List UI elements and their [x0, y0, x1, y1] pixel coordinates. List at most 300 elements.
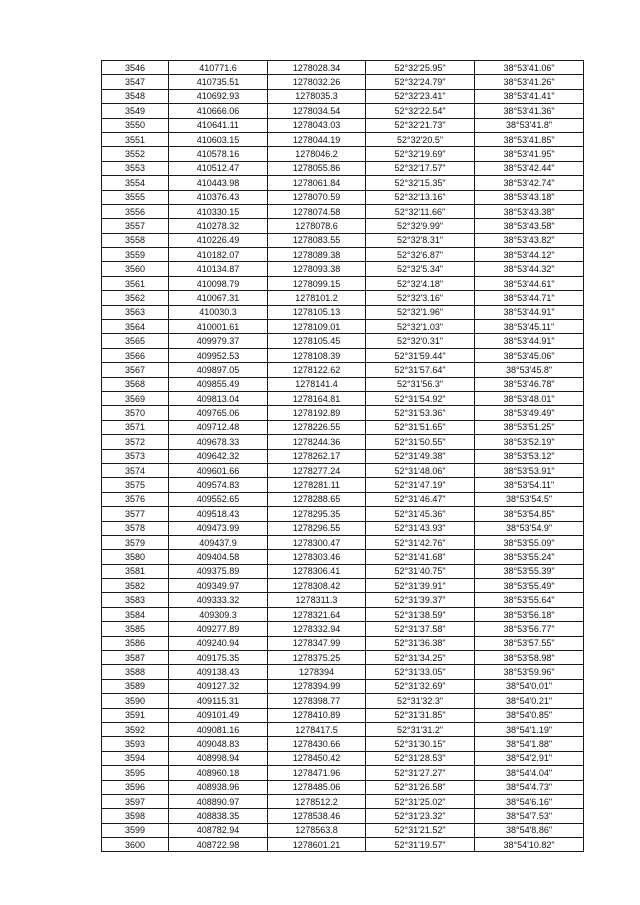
y-coordinate-cell: 1278277.24 [268, 463, 366, 477]
point-number-cell: 3587 [102, 651, 169, 665]
point-number-cell: 3564 [102, 320, 169, 334]
latitude-cell: 52°31'48.06" [366, 463, 475, 477]
table-row [102, 708, 584, 722]
x-coordinate-cell: 409437.9 [169, 535, 268, 549]
longitude-cell: 38°54'1.19" [475, 722, 584, 736]
longitude-cell: 38°54'2.91" [475, 751, 584, 765]
table-row [102, 262, 584, 276]
point-number-cell: 3554 [102, 176, 169, 190]
table-row [102, 722, 584, 736]
table-row [102, 492, 584, 506]
longitude-cell: 38°53'56.77" [475, 622, 584, 636]
longitude-cell: 38°54'4.73" [475, 780, 584, 794]
point-number-cell: 3572 [102, 435, 169, 449]
point-number-cell: 3558 [102, 233, 169, 247]
longitude-cell: 38°53'45.11" [475, 320, 584, 334]
latitude-cell: 52°31'39.91" [366, 579, 475, 593]
x-coordinate-cell: 409552.65 [169, 492, 268, 506]
y-coordinate-cell: 1278046.2 [268, 147, 366, 161]
latitude-cell: 52°32'20.5" [366, 132, 475, 146]
point-number-cell: 3595 [102, 766, 169, 780]
latitude-cell: 52°31'26.58" [366, 780, 475, 794]
latitude-cell: 52°31'42.76" [366, 535, 475, 549]
y-coordinate-cell: 1278485.06 [268, 780, 366, 794]
point-number-cell: 3584 [102, 607, 169, 621]
point-number-cell: 3594 [102, 751, 169, 765]
y-coordinate-cell: 1278078.6 [268, 219, 366, 233]
table-row [102, 766, 584, 780]
coordinates-table-body [102, 61, 584, 852]
y-coordinate-cell: 1278061.84 [268, 176, 366, 190]
latitude-cell: 52°31'50.55" [366, 435, 475, 449]
table-row [102, 694, 584, 708]
x-coordinate-cell: 410771.6 [169, 61, 268, 75]
x-coordinate-cell: 409813.04 [169, 391, 268, 405]
latitude-cell: 52°31'27.27" [366, 766, 475, 780]
latitude-cell: 52°31'30.15" [366, 737, 475, 751]
y-coordinate-cell: 1278044.19 [268, 132, 366, 146]
latitude-cell: 52°32'21.73" [366, 118, 475, 132]
latitude-cell: 52°32'1.96" [366, 305, 475, 319]
longitude-cell: 38°53'43.38" [475, 204, 584, 218]
y-coordinate-cell: 1278093.38 [268, 262, 366, 276]
y-coordinate-cell: 1278300.47 [268, 535, 366, 549]
longitude-cell: 38°53'41.85" [475, 132, 584, 146]
table-row [102, 809, 584, 823]
table-row [102, 478, 584, 492]
point-number-cell: 3567 [102, 363, 169, 377]
x-coordinate-cell: 408722.98 [169, 838, 268, 852]
table-row [102, 420, 584, 434]
point-number-cell: 3563 [102, 305, 169, 319]
x-coordinate-cell: 408960.18 [169, 766, 268, 780]
x-coordinate-cell: 408838.35 [169, 809, 268, 823]
latitude-cell: 52°31'25.02" [366, 794, 475, 808]
table-row [102, 593, 584, 607]
x-coordinate-cell: 409601.66 [169, 463, 268, 477]
table-row [102, 161, 584, 175]
point-number-cell: 3560 [102, 262, 169, 276]
y-coordinate-cell: 1278083.55 [268, 233, 366, 247]
point-number-cell: 3579 [102, 535, 169, 549]
table-row [102, 607, 584, 621]
y-coordinate-cell: 1278430.66 [268, 737, 366, 751]
x-coordinate-cell: 410512.47 [169, 161, 268, 175]
table-row [102, 391, 584, 405]
x-coordinate-cell: 410182.07 [169, 248, 268, 262]
point-number-cell: 3598 [102, 809, 169, 823]
latitude-cell: 52°32'6.87" [366, 248, 475, 262]
x-coordinate-cell: 409138.43 [169, 665, 268, 679]
table-row [102, 132, 584, 146]
point-number-cell: 3575 [102, 478, 169, 492]
latitude-cell: 52°31'43.93" [366, 521, 475, 535]
table-row [102, 579, 584, 593]
table-row [102, 679, 584, 693]
y-coordinate-cell: 1278122.62 [268, 363, 366, 377]
point-number-cell: 3586 [102, 636, 169, 650]
longitude-cell: 38°54'0.21" [475, 694, 584, 708]
y-coordinate-cell: 1278028.34 [268, 61, 366, 75]
latitude-cell: 52°31'33.05" [366, 665, 475, 679]
longitude-cell: 38°53'42.74" [475, 176, 584, 190]
longitude-cell: 38°53'58.98" [475, 651, 584, 665]
x-coordinate-cell: 409277.89 [169, 622, 268, 636]
point-number-cell: 3571 [102, 420, 169, 434]
point-number-cell: 3580 [102, 550, 169, 564]
latitude-cell: 52°32'22.54" [366, 104, 475, 118]
x-coordinate-cell: 410098.79 [169, 276, 268, 290]
x-coordinate-cell: 408782.94 [169, 823, 268, 837]
latitude-cell: 52°32'13.16" [366, 190, 475, 204]
table-row [102, 104, 584, 118]
table-row [102, 276, 584, 290]
y-coordinate-cell: 1278410.89 [268, 708, 366, 722]
longitude-cell: 38°53'52.19" [475, 435, 584, 449]
longitude-cell: 38°54'8.86" [475, 823, 584, 837]
longitude-cell: 38°53'43.18" [475, 190, 584, 204]
longitude-cell: 38°54'4.04" [475, 766, 584, 780]
table-row [102, 521, 584, 535]
x-coordinate-cell: 409518.43 [169, 507, 268, 521]
table-row [102, 737, 584, 751]
point-number-cell: 3593 [102, 737, 169, 751]
point-number-cell: 3549 [102, 104, 169, 118]
point-number-cell: 3546 [102, 61, 169, 75]
x-coordinate-cell: 409349.97 [169, 579, 268, 593]
latitude-cell: 52°31'31.2" [366, 722, 475, 736]
point-number-cell: 3547 [102, 75, 169, 89]
point-number-cell: 3600 [102, 838, 169, 852]
point-number-cell: 3599 [102, 823, 169, 837]
point-number-cell: 3596 [102, 780, 169, 794]
x-coordinate-cell: 410578.16 [169, 147, 268, 161]
latitude-cell: 52°32'23.41" [366, 89, 475, 103]
longitude-cell: 38°53'44.32" [475, 262, 584, 276]
y-coordinate-cell: 1278055.86 [268, 161, 366, 175]
longitude-cell: 38°53'41.41" [475, 89, 584, 103]
table-row [102, 291, 584, 305]
latitude-cell: 52°31'57.64" [366, 363, 475, 377]
latitude-cell: 52°32'5.34" [366, 262, 475, 276]
longitude-cell: 38°54'0.85" [475, 708, 584, 722]
longitude-cell: 38°53'41.26" [475, 75, 584, 89]
y-coordinate-cell: 1278375.25 [268, 651, 366, 665]
table-row [102, 190, 584, 204]
point-number-cell: 3562 [102, 291, 169, 305]
y-coordinate-cell: 1278108.39 [268, 348, 366, 362]
latitude-cell: 52°32'1.03" [366, 320, 475, 334]
y-coordinate-cell: 1278288.65 [268, 492, 366, 506]
table-row [102, 665, 584, 679]
table-row [102, 233, 584, 247]
y-coordinate-cell: 1278244.36 [268, 435, 366, 449]
longitude-cell: 38°54'7.53" [475, 809, 584, 823]
latitude-cell: 52°31'32.3" [366, 694, 475, 708]
x-coordinate-cell: 410030.3 [169, 305, 268, 319]
y-coordinate-cell: 1278281.11 [268, 478, 366, 492]
point-number-cell: 3577 [102, 507, 169, 521]
point-number-cell: 3551 [102, 132, 169, 146]
longitude-cell: 38°53'43.82" [475, 233, 584, 247]
x-coordinate-cell: 409712.48 [169, 420, 268, 434]
latitude-cell: 52°31'28.53" [366, 751, 475, 765]
x-coordinate-cell: 409765.06 [169, 406, 268, 420]
x-coordinate-cell: 409979.37 [169, 334, 268, 348]
latitude-cell: 52°31'46.47" [366, 492, 475, 506]
x-coordinate-cell: 409404.58 [169, 550, 268, 564]
table-row [102, 377, 584, 391]
latitude-cell: 52°31'31.85" [366, 708, 475, 722]
table-row [102, 622, 584, 636]
x-coordinate-cell: 410330.15 [169, 204, 268, 218]
x-coordinate-cell: 409473.99 [169, 521, 268, 535]
longitude-cell: 38°53'55.64" [475, 593, 584, 607]
table-row [102, 248, 584, 262]
latitude-cell: 52°31'53.36" [366, 406, 475, 420]
longitude-cell: 38°53'44.91" [475, 334, 584, 348]
x-coordinate-cell: 410134.87 [169, 262, 268, 276]
longitude-cell: 38°53'55.24" [475, 550, 584, 564]
y-coordinate-cell: 1278164.81 [268, 391, 366, 405]
latitude-cell: 52°32'25.95" [366, 61, 475, 75]
point-number-cell: 3588 [102, 665, 169, 679]
y-coordinate-cell: 1278332.94 [268, 622, 366, 636]
x-coordinate-cell: 409642.32 [169, 449, 268, 463]
longitude-cell: 38°53'55.09" [475, 535, 584, 549]
table-row [102, 305, 584, 319]
table-row [102, 435, 584, 449]
x-coordinate-cell: 409574.83 [169, 478, 268, 492]
latitude-cell: 52°31'51.65" [366, 420, 475, 434]
latitude-cell: 52°31'47.19" [366, 478, 475, 492]
table-row [102, 780, 584, 794]
y-coordinate-cell: 1278321.64 [268, 607, 366, 621]
latitude-cell: 52°32'11.66" [366, 204, 475, 218]
x-coordinate-cell: 410641.11 [169, 118, 268, 132]
point-number-cell: 3573 [102, 449, 169, 463]
point-number-cell: 3589 [102, 679, 169, 693]
longitude-cell: 38°53'53.12" [475, 449, 584, 463]
table-row [102, 118, 584, 132]
point-number-cell: 3581 [102, 564, 169, 578]
table-row [102, 348, 584, 362]
point-number-cell: 3576 [102, 492, 169, 506]
longitude-cell: 38°53'57.55" [475, 636, 584, 650]
point-number-cell: 3569 [102, 391, 169, 405]
point-number-cell: 3591 [102, 708, 169, 722]
point-number-cell: 3556 [102, 204, 169, 218]
latitude-cell: 52°31'19.57" [366, 838, 475, 852]
y-coordinate-cell: 1278295.35 [268, 507, 366, 521]
y-coordinate-cell: 1278262.17 [268, 449, 366, 463]
x-coordinate-cell: 409855.49 [169, 377, 268, 391]
x-coordinate-cell: 410603.15 [169, 132, 268, 146]
point-number-cell: 3550 [102, 118, 169, 132]
y-coordinate-cell: 1278099.15 [268, 276, 366, 290]
latitude-cell: 52°32'3.16" [366, 291, 475, 305]
latitude-cell: 52°31'54.92" [366, 391, 475, 405]
latitude-cell: 52°31'45.36" [366, 507, 475, 521]
point-number-cell: 3583 [102, 593, 169, 607]
latitude-cell: 52°32'24.79" [366, 75, 475, 89]
longitude-cell: 38°53'41.95" [475, 147, 584, 161]
y-coordinate-cell: 1278306.41 [268, 564, 366, 578]
longitude-cell: 38°54'6.16" [475, 794, 584, 808]
latitude-cell: 52°31'38.59" [366, 607, 475, 621]
table-row [102, 147, 584, 161]
point-number-cell: 3574 [102, 463, 169, 477]
y-coordinate-cell: 1278101.2 [268, 291, 366, 305]
x-coordinate-cell: 409115.31 [169, 694, 268, 708]
latitude-cell: 52°31'39.37" [366, 593, 475, 607]
longitude-cell: 38°53'49.49" [475, 406, 584, 420]
table-row [102, 219, 584, 233]
y-coordinate-cell: 1278043.03 [268, 118, 366, 132]
y-coordinate-cell: 1278538.46 [268, 809, 366, 823]
longitude-cell: 38°53'44.12" [475, 248, 584, 262]
x-coordinate-cell: 408998.94 [169, 751, 268, 765]
point-number-cell: 3561 [102, 276, 169, 290]
x-coordinate-cell: 408890.97 [169, 794, 268, 808]
y-coordinate-cell: 1278226.55 [268, 420, 366, 434]
x-coordinate-cell: 410226.49 [169, 233, 268, 247]
x-coordinate-cell: 409309.3 [169, 607, 268, 621]
x-coordinate-cell: 410443.98 [169, 176, 268, 190]
latitude-cell: 52°31'32.69" [366, 679, 475, 693]
y-coordinate-cell: 1278450.42 [268, 751, 366, 765]
x-coordinate-cell: 410067.31 [169, 291, 268, 305]
longitude-cell: 38°53'45.8" [475, 363, 584, 377]
longitude-cell: 38°53'55.49" [475, 579, 584, 593]
longitude-cell: 38°54'10.82" [475, 838, 584, 852]
latitude-cell: 52°31'36.38" [366, 636, 475, 650]
longitude-cell: 38°53'46.78" [475, 377, 584, 391]
longitude-cell: 38°53'54.11" [475, 478, 584, 492]
y-coordinate-cell: 1278192.89 [268, 406, 366, 420]
x-coordinate-cell: 409678.33 [169, 435, 268, 449]
point-number-cell: 3566 [102, 348, 169, 362]
x-coordinate-cell: 410735.51 [169, 75, 268, 89]
table-row [102, 564, 584, 578]
latitude-cell: 52°32'0.31" [366, 334, 475, 348]
x-coordinate-cell: 409897.05 [169, 363, 268, 377]
latitude-cell: 52°31'34.25" [366, 651, 475, 665]
point-number-cell: 3555 [102, 190, 169, 204]
point-number-cell: 3590 [102, 694, 169, 708]
y-coordinate-cell: 1278512.2 [268, 794, 366, 808]
latitude-cell: 52°31'56.3" [366, 377, 475, 391]
y-coordinate-cell: 1278074.58 [268, 204, 366, 218]
y-coordinate-cell: 1278089.38 [268, 248, 366, 262]
longitude-cell: 38°53'42.44" [475, 161, 584, 175]
point-number-cell: 3585 [102, 622, 169, 636]
latitude-cell: 52°31'59.44" [366, 348, 475, 362]
table-row [102, 204, 584, 218]
longitude-cell: 38°53'51.25" [475, 420, 584, 434]
latitude-cell: 52°32'8.31" [366, 233, 475, 247]
point-number-cell: 3578 [102, 521, 169, 535]
table-row [102, 61, 584, 75]
latitude-cell: 52°31'21.52" [366, 823, 475, 837]
x-coordinate-cell: 410278.32 [169, 219, 268, 233]
longitude-cell: 38°53'45.06" [475, 348, 584, 362]
latitude-cell: 52°31'49.38" [366, 449, 475, 463]
y-coordinate-cell: 1278296.55 [268, 521, 366, 535]
latitude-cell: 52°32'9.99" [366, 219, 475, 233]
table-row [102, 89, 584, 103]
point-number-cell: 3570 [102, 406, 169, 420]
y-coordinate-cell: 1278105.13 [268, 305, 366, 319]
longitude-cell: 38°53'43.58" [475, 219, 584, 233]
point-number-cell: 3597 [102, 794, 169, 808]
point-number-cell: 3552 [102, 147, 169, 161]
x-coordinate-cell: 409333.32 [169, 593, 268, 607]
table-row [102, 794, 584, 808]
y-coordinate-cell: 1278034.54 [268, 104, 366, 118]
longitude-cell: 38°54'1.88" [475, 737, 584, 751]
y-coordinate-cell: 1278308.42 [268, 579, 366, 593]
table-row [102, 535, 584, 549]
longitude-cell: 38°53'56.18" [475, 607, 584, 621]
longitude-cell: 38°53'55.39" [475, 564, 584, 578]
x-coordinate-cell: 409175.35 [169, 651, 268, 665]
x-coordinate-cell: 409127.32 [169, 679, 268, 693]
latitude-cell: 52°32'17.57" [366, 161, 475, 175]
y-coordinate-cell: 1278417.5 [268, 722, 366, 736]
x-coordinate-cell: 409375.89 [169, 564, 268, 578]
table-row [102, 651, 584, 665]
coordinates-table [101, 60, 584, 852]
y-coordinate-cell: 1278601.21 [268, 838, 366, 852]
table-row [102, 463, 584, 477]
table-row [102, 823, 584, 837]
longitude-cell: 38°53'48.01" [475, 391, 584, 405]
point-number-cell: 3582 [102, 579, 169, 593]
x-coordinate-cell: 410692.93 [169, 89, 268, 103]
y-coordinate-cell: 1278394 [268, 665, 366, 679]
longitude-cell: 38°53'44.71" [475, 291, 584, 305]
table-row [102, 406, 584, 420]
table-row [102, 550, 584, 564]
latitude-cell: 52°31'37.58" [366, 622, 475, 636]
latitude-cell: 52°32'15.35" [366, 176, 475, 190]
x-coordinate-cell: 410666.06 [169, 104, 268, 118]
latitude-cell: 52°31'23.32" [366, 809, 475, 823]
x-coordinate-cell: 410376.43 [169, 190, 268, 204]
x-coordinate-cell: 408938.96 [169, 780, 268, 794]
y-coordinate-cell: 1278032.26 [268, 75, 366, 89]
table-row [102, 449, 584, 463]
table-row [102, 320, 584, 334]
longitude-cell: 38°53'41.06" [475, 61, 584, 75]
y-coordinate-cell: 1278563.8 [268, 823, 366, 837]
point-number-cell: 3592 [102, 722, 169, 736]
table-row [102, 636, 584, 650]
y-coordinate-cell: 1278109.01 [268, 320, 366, 334]
x-coordinate-cell: 409952.53 [169, 348, 268, 362]
latitude-cell: 52°31'40.75" [366, 564, 475, 578]
y-coordinate-cell: 1278035.3 [268, 89, 366, 103]
y-coordinate-cell: 1278070.59 [268, 190, 366, 204]
point-number-cell: 3565 [102, 334, 169, 348]
y-coordinate-cell: 1278347.99 [268, 636, 366, 650]
longitude-cell: 38°53'54.9" [475, 521, 584, 535]
longitude-cell: 38°54'0.01" [475, 679, 584, 693]
point-number-cell: 3568 [102, 377, 169, 391]
longitude-cell: 38°53'41.36" [475, 104, 584, 118]
table-row [102, 334, 584, 348]
